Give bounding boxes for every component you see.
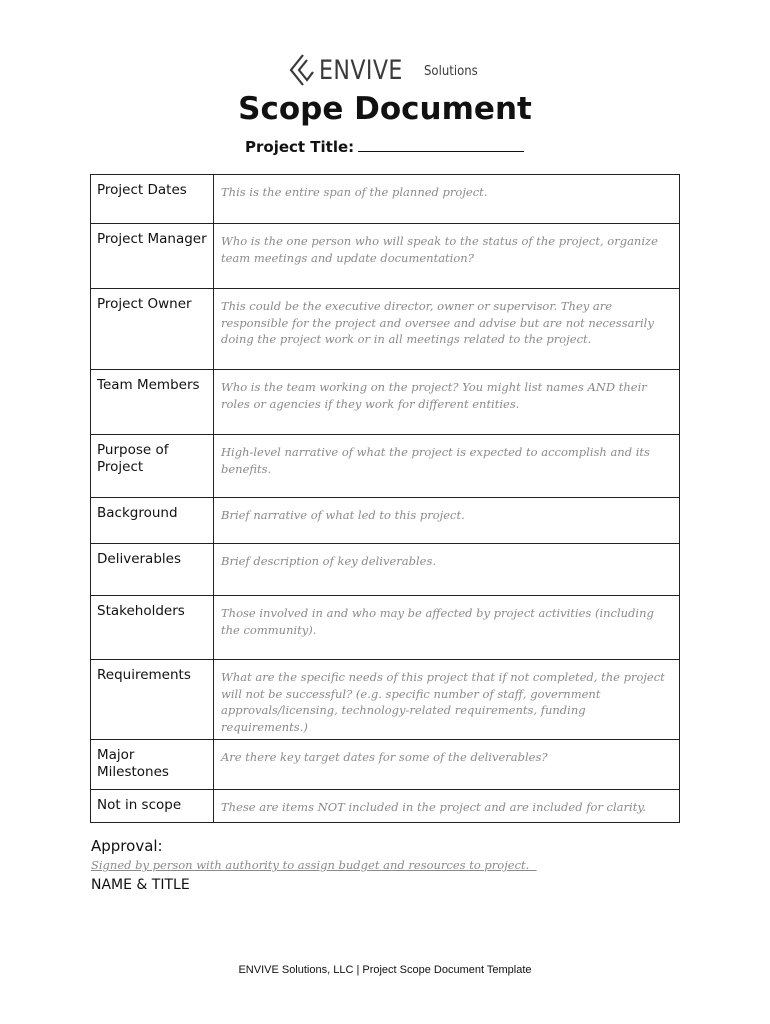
row-description[interactable]: High-level narrative of what the project is expected to accomplish and its benefits. bbox=[214, 435, 680, 498]
table-row bbox=[91, 175, 680, 224]
envive-diamond-logo-icon bbox=[287, 53, 315, 87]
row-description[interactable]: This could be the executive director, owner or supervisor. They are responsible for the project and oversee and advise but are not necessarily doing the project work or in all meetings related to the project. bbox=[214, 289, 680, 370]
approval-name-title[interactable]: NAME & TITLE bbox=[91, 877, 190, 893]
row-label: Project Owner bbox=[91, 289, 214, 370]
table-row bbox=[91, 224, 680, 289]
row-label: Purpose of Project bbox=[91, 435, 214, 498]
page-title: Scope Document bbox=[238, 91, 532, 127]
row-label: Stakeholders bbox=[91, 596, 214, 660]
row-description[interactable]: Brief narrative of what led to this project. bbox=[214, 498, 680, 544]
row-description[interactable]: Those involved in and who may be affected by project activities (including the community). bbox=[214, 596, 680, 660]
row-label: Deliverables bbox=[91, 544, 214, 596]
project-title-line bbox=[245, 137, 524, 156]
row-description[interactable]: These are items NOT included in the project and are included for clarity. bbox=[214, 790, 680, 823]
table-row bbox=[91, 596, 680, 660]
table-row bbox=[91, 498, 680, 544]
approval-note: Signed by person with authority to assign budget and resources to project. bbox=[91, 858, 537, 872]
row-label: Not in scope bbox=[91, 790, 214, 823]
approval-heading: Approval: bbox=[91, 837, 163, 855]
table-row bbox=[91, 370, 680, 435]
table-row bbox=[91, 435, 680, 498]
row-description[interactable]: Brief description of key deliverables. bbox=[214, 544, 680, 596]
row-label: Requirements bbox=[91, 660, 214, 740]
row-label: Background bbox=[91, 498, 214, 544]
logo-name: ENVIVE bbox=[319, 54, 403, 86]
row-description[interactable]: Who is the one person who will speak to the status of the project, organize team meetings and update documentation? bbox=[214, 224, 680, 289]
row-description[interactable]: What are the specific needs of this project that if not completed, the project will not be successful? (e.g. specific number of staff, government approvals/licensing, technology-related requirements, funding requirements.) bbox=[214, 660, 680, 740]
table-row bbox=[91, 544, 680, 596]
project-title-blank[interactable] bbox=[358, 137, 524, 152]
row-description[interactable]: Who is the team working on the project? You might list names AND their roles or agencies if they work for different entities. bbox=[214, 370, 680, 435]
table-row bbox=[91, 790, 680, 823]
row-label: Team Members bbox=[91, 370, 214, 435]
page-footer: ENVIVE Solutions, LLC | Project Scope Document Template bbox=[238, 964, 532, 976]
row-label: Major Milestones bbox=[91, 740, 214, 790]
company-logo bbox=[287, 52, 478, 88]
logo-suffix: Solutions bbox=[424, 64, 478, 79]
table-row bbox=[91, 740, 680, 790]
project-title-label: Project Title: bbox=[245, 138, 355, 156]
row-description[interactable]: This is the entire span of the planned project. bbox=[214, 175, 680, 224]
row-description[interactable]: Are there key target dates for some of the deliverables? bbox=[214, 740, 680, 790]
scope-table bbox=[90, 174, 680, 823]
row-label: Project Dates bbox=[91, 175, 214, 224]
row-label: Project Manager bbox=[91, 224, 214, 289]
table-row bbox=[91, 289, 680, 370]
table-row bbox=[91, 660, 680, 740]
